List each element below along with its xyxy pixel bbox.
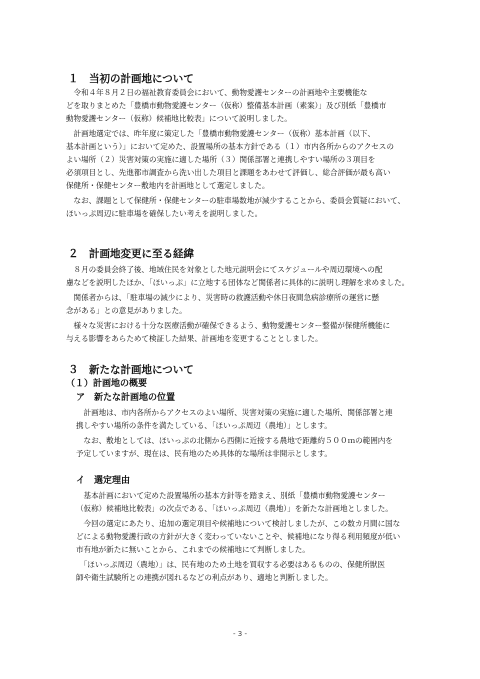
paragraph-line: 師や衛生試験所との連携が図れるなどの利点があり、適地と判断しました。	[76, 573, 333, 582]
paragraph-line: なお、課題として保健所・保健センターの駐車場数地が減少することから、委員会質疑において、	[66, 196, 406, 205]
subsection-heading: （１）計画地の概要	[66, 379, 148, 389]
paragraph-line: よい場所（２）災害対策の実施に適した場所（３）関係部署と連携しやすい場所の３項目を	[66, 155, 376, 164]
paragraph-line: 必須項目とし、先進都市調査から洗い出した項目と課題をあわせて評価し、総合評価が最も高い	[66, 168, 391, 177]
paragraph-line: 「ほいっぷ周辺（農地）」は、民有地のため土地を買収する必要はあるものの、保健所獣医	[76, 560, 385, 569]
paragraph-line: （仮称）候補地比較表」の次点である、「ほいっぷ周辺（農地）」を新たな計画地としました。	[76, 504, 393, 513]
paragraph-line: 今回の選定にあたり、追加の選定項目や候補地について検討しましたが、この数カ月間に国な	[76, 519, 401, 528]
paragraph-line: 令和４年８月２日の福祉教育委員会において、動物愛護センターの計画地や主要機能な	[66, 88, 368, 97]
paragraph-line: 計画地選定では、昨年度に策定した「豊橋市動物愛護センター（仮称）基本計画（以下、	[66, 129, 375, 138]
paragraph-line: どを取りまとめた「豊橋市動物愛護センター（仮称）整備基本計画（素案）」及び別紙「豊橋市	[66, 101, 387, 110]
page-number: - 3 -	[233, 630, 247, 638]
section-3-heading: ３ 新たな計画地について	[68, 364, 194, 376]
paragraph-line: 基本計画という）」において定めた、設置場所の基本方針である（１）市内各所からのアクセスの	[66, 142, 394, 151]
paragraph-line: 計画地は、市内各所からアクセスのよい場所、災害対策の実施に適した場所、関係部署と連	[76, 408, 393, 417]
paragraph-line: ほいっぷ周辺に駐車場を確保したい考えを説明しました。	[66, 209, 263, 218]
paragraph-line: 動物愛護センター（仮称）候補地比較表」について説明しました。	[66, 114, 292, 123]
section-1-heading: １ 当初の計画地について	[68, 73, 194, 85]
paragraph-line: なお、敷地としては、ほいっぷの北側から西側に近接する農地で距離約５００ｍの範囲内を	[76, 436, 393, 445]
paragraph-line: どによる動物愛護行政の方針が大きく変わっていないことや、候補地になり得る利用頻度が低い	[76, 532, 401, 541]
item-b-title: イ 選定理由	[76, 476, 131, 486]
paragraph-line: 予定していますが、現在は、民有地のため具体的な場所は非開示とします。	[76, 449, 332, 458]
paragraph-line: 念がある」との意見がありました。	[66, 306, 187, 315]
item-a-title: ア 新たな計画地の位置	[76, 393, 176, 403]
paragraph-line: 関係者からは、「駐車場の減少により、災害時の救護活動や休日夜間急病診療所の運営に懸	[66, 293, 380, 302]
paragraph-line: 与える影響をあらためて検証した結果、計画地を変更することとしました。	[66, 334, 323, 343]
paragraph-line: 携しやすい場所の条件を満たしている、「ほいっぷ周辺（農地）」とします。	[76, 421, 332, 430]
paragraph-line: ８月の委員会終了後、地域住民を対象とした地元説明会にてスケジュールや周辺環境への配	[66, 265, 383, 274]
paragraph-line: 慮などを説明したほか、「ほいっぷ」に立地する団体など関係者に具体的に説明し理解を求めました。	[66, 278, 410, 287]
paragraph-line: 市有地が新たに無いことから、これまでの候補地にて判断しました。	[76, 545, 310, 554]
paragraph-line: 基本計画において定めた設置場所の基本方針等を踏まえ、別紙「豊橋市動物愛護センター	[76, 491, 386, 500]
paragraph-line: 様々な災害における十分な医療活動が確保できるよう、動物愛護センター整備が保健所機能に	[66, 321, 391, 330]
section-2-heading: ２ 計画地変更に至る経緯	[68, 248, 194, 260]
paragraph-line: 保健所・保健センター敷地内を計画地として選定しました。	[66, 181, 270, 190]
